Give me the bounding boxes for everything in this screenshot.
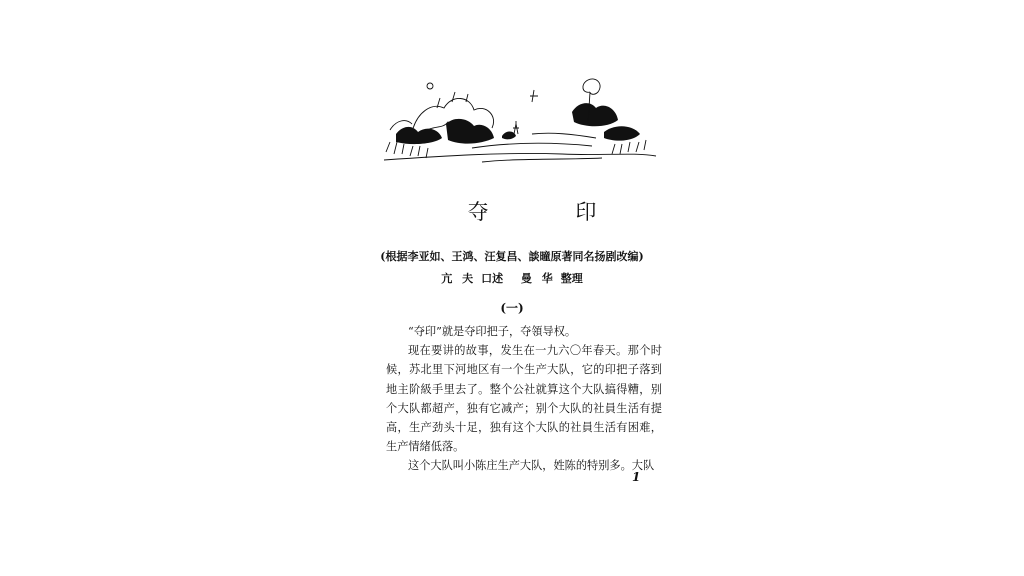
section-number: (一) [500, 301, 524, 315]
paragraph: 这个大队叫小陈庄生产大队，姓陈的特别多。大队 [408, 459, 655, 473]
paragraph: 现在要讲的故事，发生在一九六〇年春天。那个时候，苏北里下河地区有一个生产大队，它的印把子落到地主阶級手里去了。整个公社就算这个大队搞得糟，别个大队都超产，独有它减产；别个大队的社員生活有提高，生产劲头十足，独有这个大队的社員生活有困难，生产情緒低落。 [386, 344, 662, 454]
credits-line [0, 270, 1024, 286]
teller-name: 亢 夫 [441, 272, 474, 285]
editor-role: 整理 [560, 272, 583, 285]
source-note: (根据李亚如、王鸿、汪复昌、談曈原著同名扬剧改编) [380, 250, 644, 263]
story-title: 夺 印 [467, 200, 637, 224]
page-number: 1 [632, 470, 641, 484]
landscape-illustration [382, 72, 658, 168]
paragraph: “夺印”就是夺印把子，夺領导权。 [408, 325, 577, 338]
body-text [386, 322, 662, 476]
teller-role: 口述 [481, 272, 504, 285]
editor-name: 曼 华 [520, 272, 553, 285]
